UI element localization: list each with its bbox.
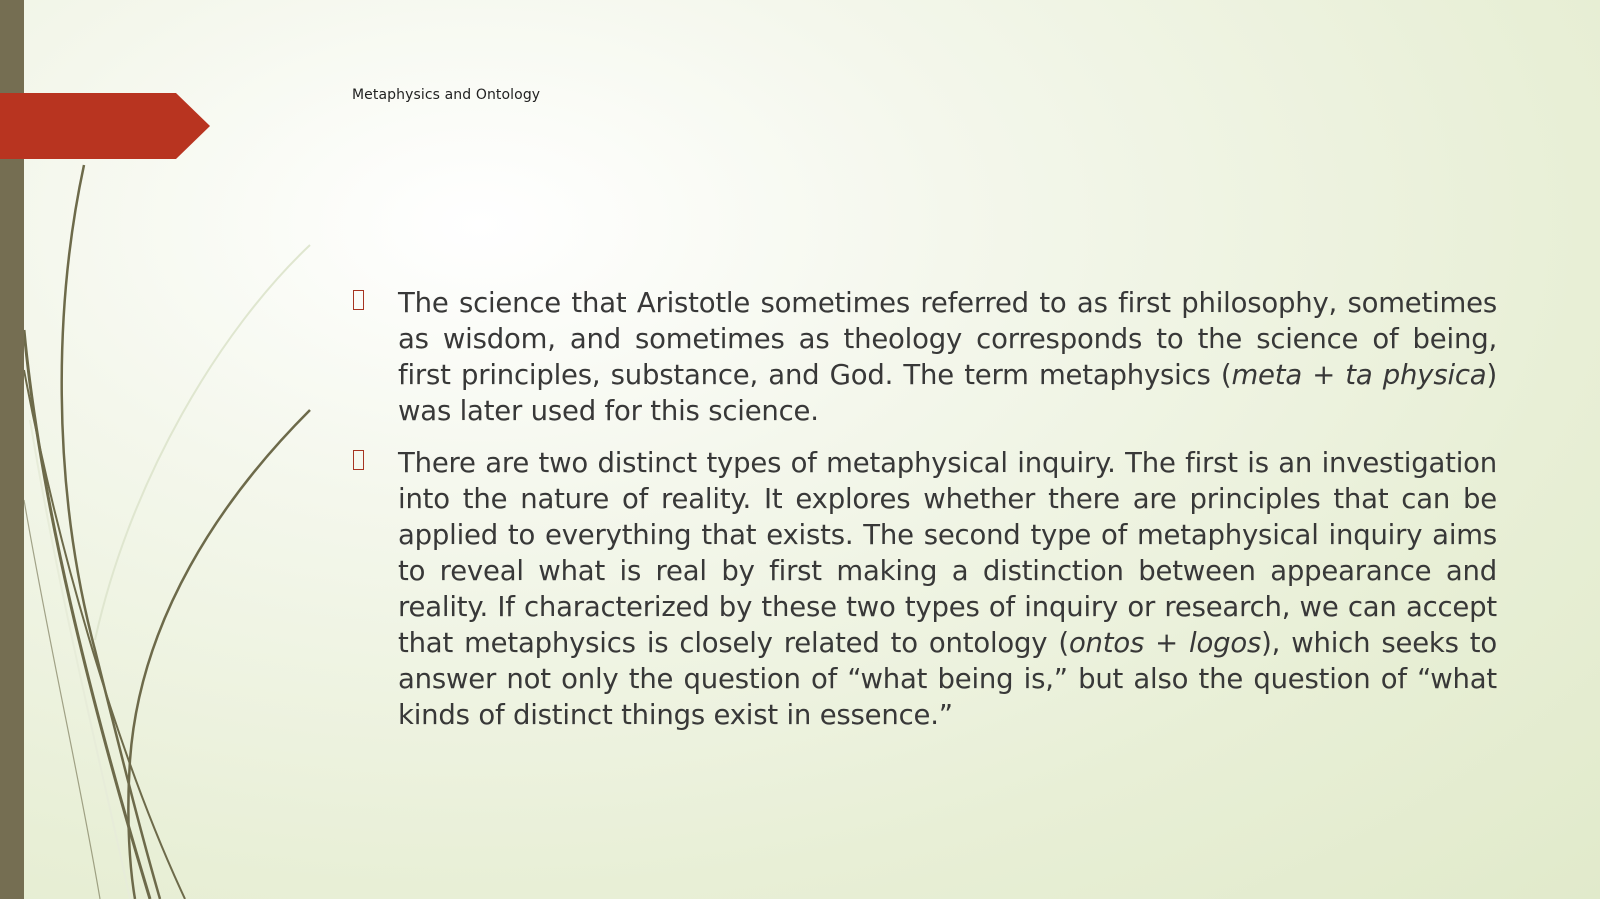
bullet-text-pre: The science that Aristotle sometimes referred to as first philosophy, sometimes as wisdom, and sometimes as theology corresponds to the science of being, first principles, substance, and God. The term metaphysics ( xyxy=(398,287,1497,391)
bullet-text-pre: There are two distinct types of metaphysical inquiry. The first is an investigation into the nature of reality. It explores whether there are principles that can be applied to everything that exists. The second type of metaphysical inquiry aims to reveal what is real by first making a distinction between appearance and reality. If characterized by these two types of inquiry or research, we can accept that metaphysics is closely related to ontology ( xyxy=(398,447,1497,659)
bullet-text xyxy=(398,285,1497,429)
bullet-text xyxy=(398,445,1497,733)
bullet-text-italic: ontos + logos xyxy=(1068,627,1262,659)
bullet-list xyxy=(352,285,1497,749)
bullet-box-icon xyxy=(352,445,398,481)
bullet-text-post: ), which seeks to answer not only the question of “what being is,” but also the question of “what kinds of distinct things exist in essence.” xyxy=(398,627,1497,731)
bullet-item xyxy=(352,445,1497,733)
title-marker-arrow xyxy=(0,93,210,159)
slide-title: Metaphysics and Ontology xyxy=(352,87,541,103)
bullet-item xyxy=(352,285,1497,429)
bullet-text-post: ) was later used for this science. xyxy=(398,359,1497,427)
bullet-text-italic: meta + ta physica xyxy=(1231,359,1487,391)
bullet-box-icon xyxy=(352,285,398,321)
